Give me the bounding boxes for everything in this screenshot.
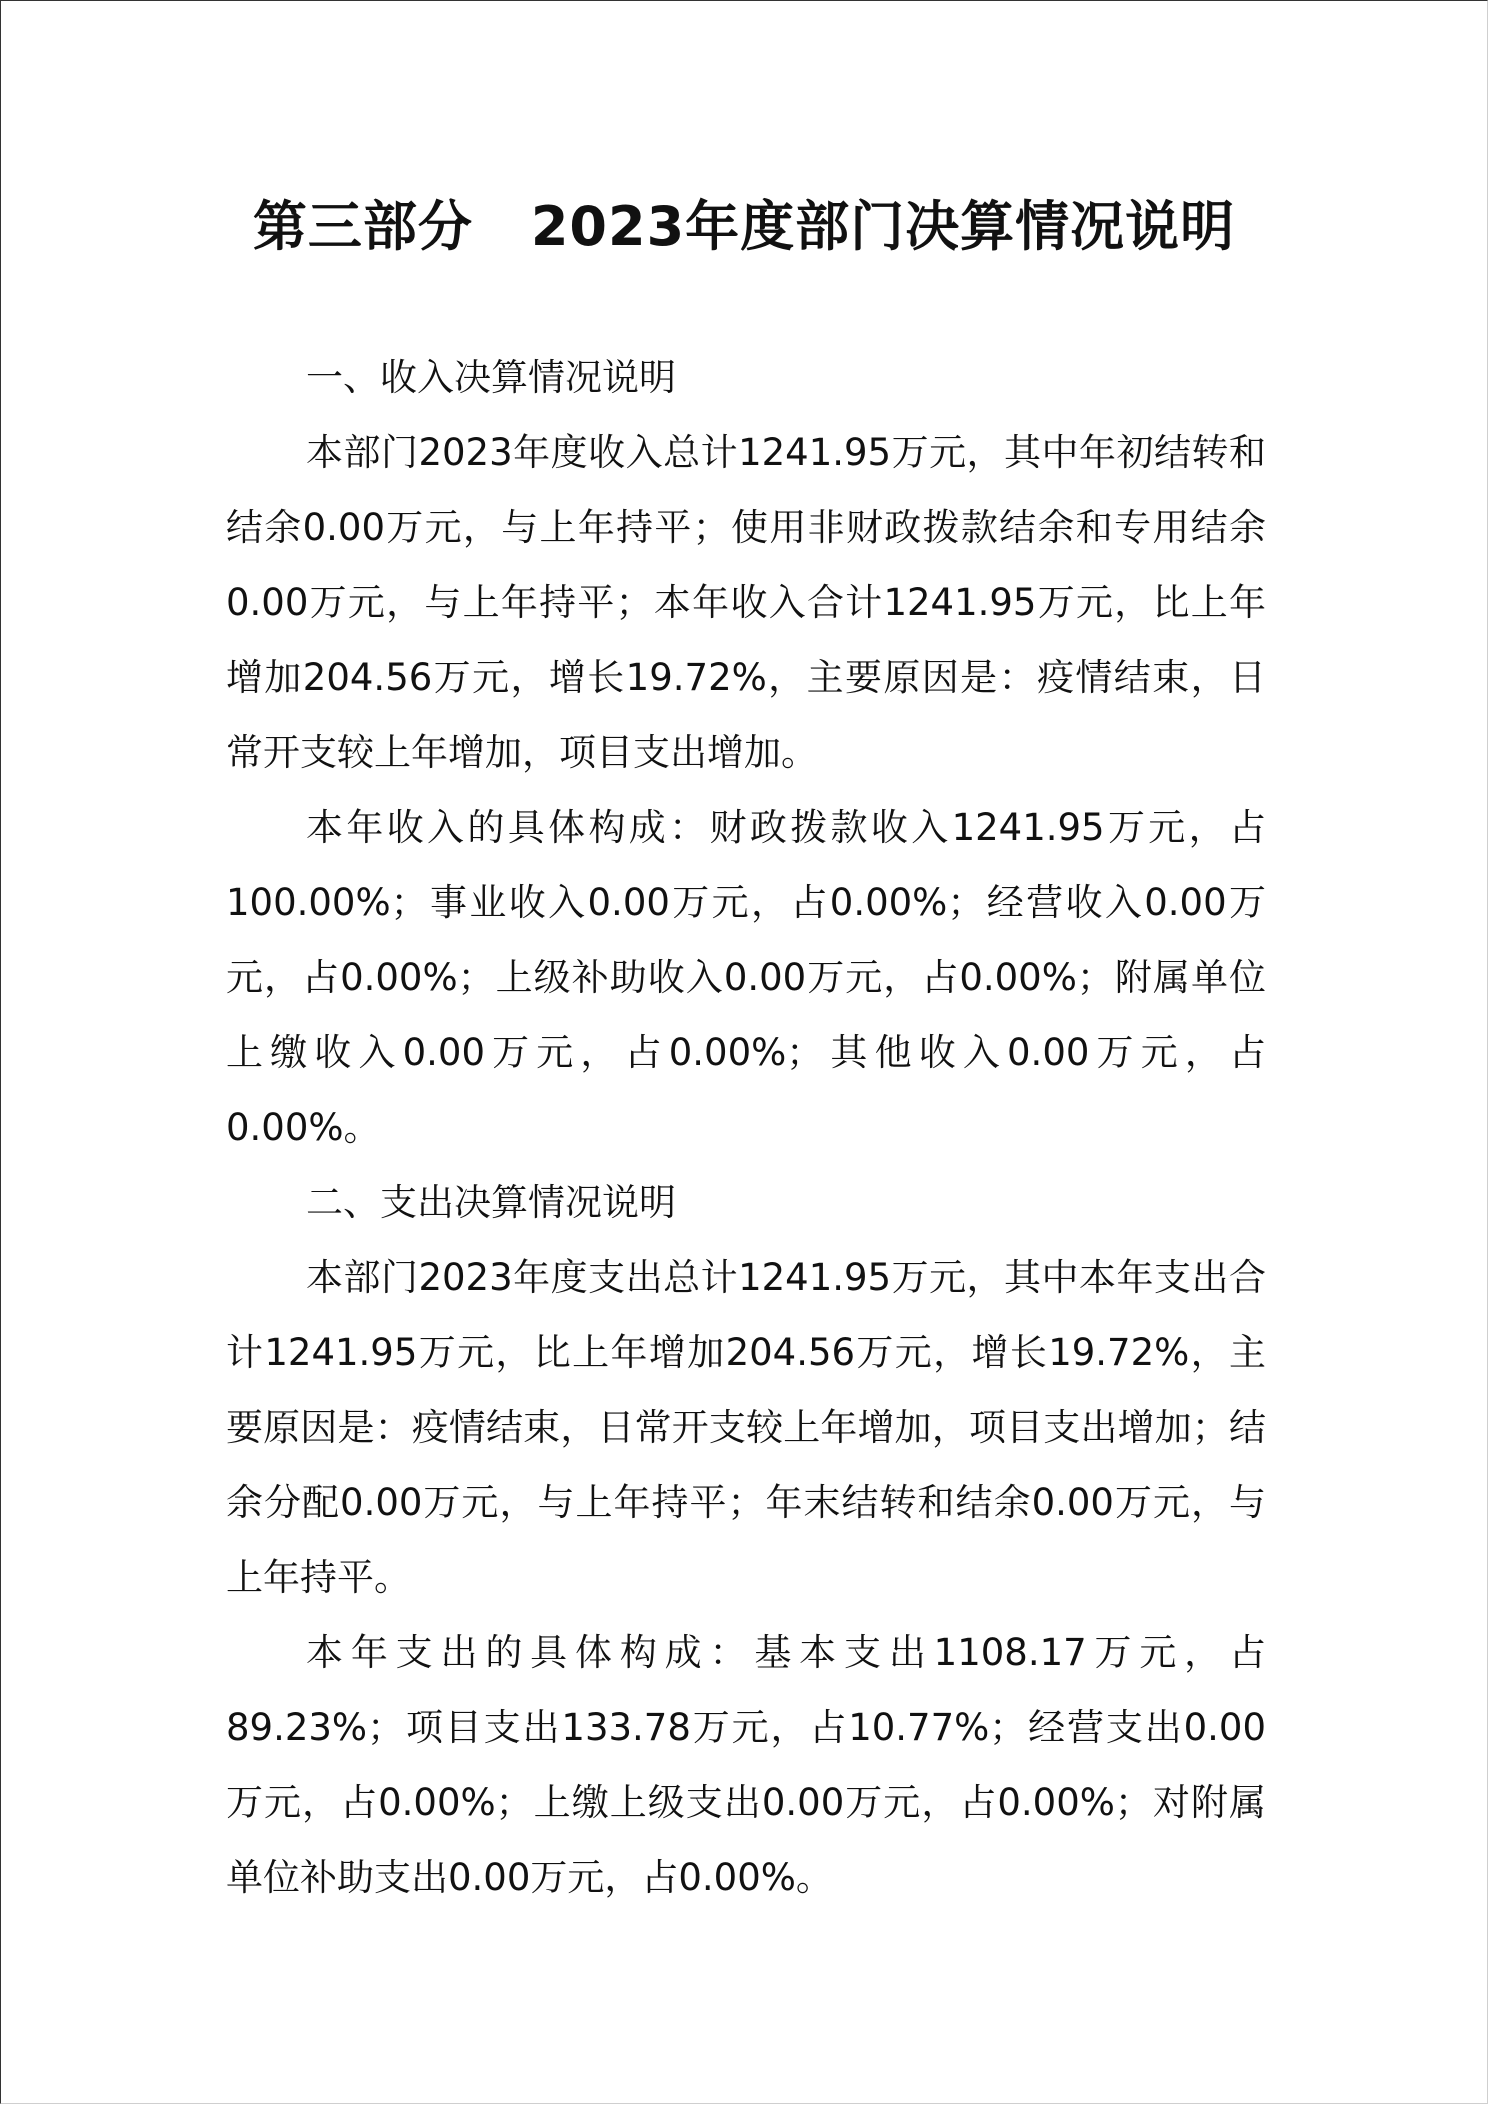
income-composition-paragraph: 本年收入的具体构成：财政拨款收入1241.95万元，占100.00%；事业收入0.00万元，占0.00%；经营收入0.00万元，占0.00%；上级补助收入0.00万元，占0.00%；附属单位上缴收入0.00万元，占0.00%；其他收入0.00万元，占0.00%。 <box>226 806 1266 1149</box>
page-title <box>0 184 1488 261</box>
title-part-label: 第三部分 <box>252 195 473 258</box>
section-heading-income: 一、收入决算情况说明 <box>306 356 676 399</box>
title-text: 2023年度部门决算情况说明 <box>530 195 1236 258</box>
section-heading-expenditure: 二、支出决算情况说明 <box>306 1181 676 1224</box>
expenditure-composition-paragraph: 本年支出的具体构成：基本支出1108.17万元，占89.23%；项目支出133.78万元，占10.77%；经营支出0.00万元，占0.00%；上缴上级支出0.00万元，占0.00%；对附属单位补助支出0.00万元，占0.00%。 <box>226 1631 1266 1899</box>
expenditure-summary-paragraph: 本部门2023年度支出总计1241.95万元，其中本年支出合计1241.95万元，比上年增加204.56万元，增长19.72%，主要原因是：疫情结束，日常开支较上年增加，项目支出增加；结余分配0.00万元，与上年持平；年末结转和结余0.00万元，与上年持平。 <box>226 1256 1266 1599</box>
income-summary-paragraph: 本部门2023年度收入总计1241.95万元，其中年初结转和结余0.00万元，与上年持平；使用非财政拨款结余和专用结余0.00万元，与上年持平；本年收入合计1241.95万元，比上年增加204.56万元，增长19.72%，主要原因是：疫情结束，日常开支较上年增加，项目支出增加。 <box>226 431 1266 774</box>
document-body <box>226 340 1266 1915</box>
